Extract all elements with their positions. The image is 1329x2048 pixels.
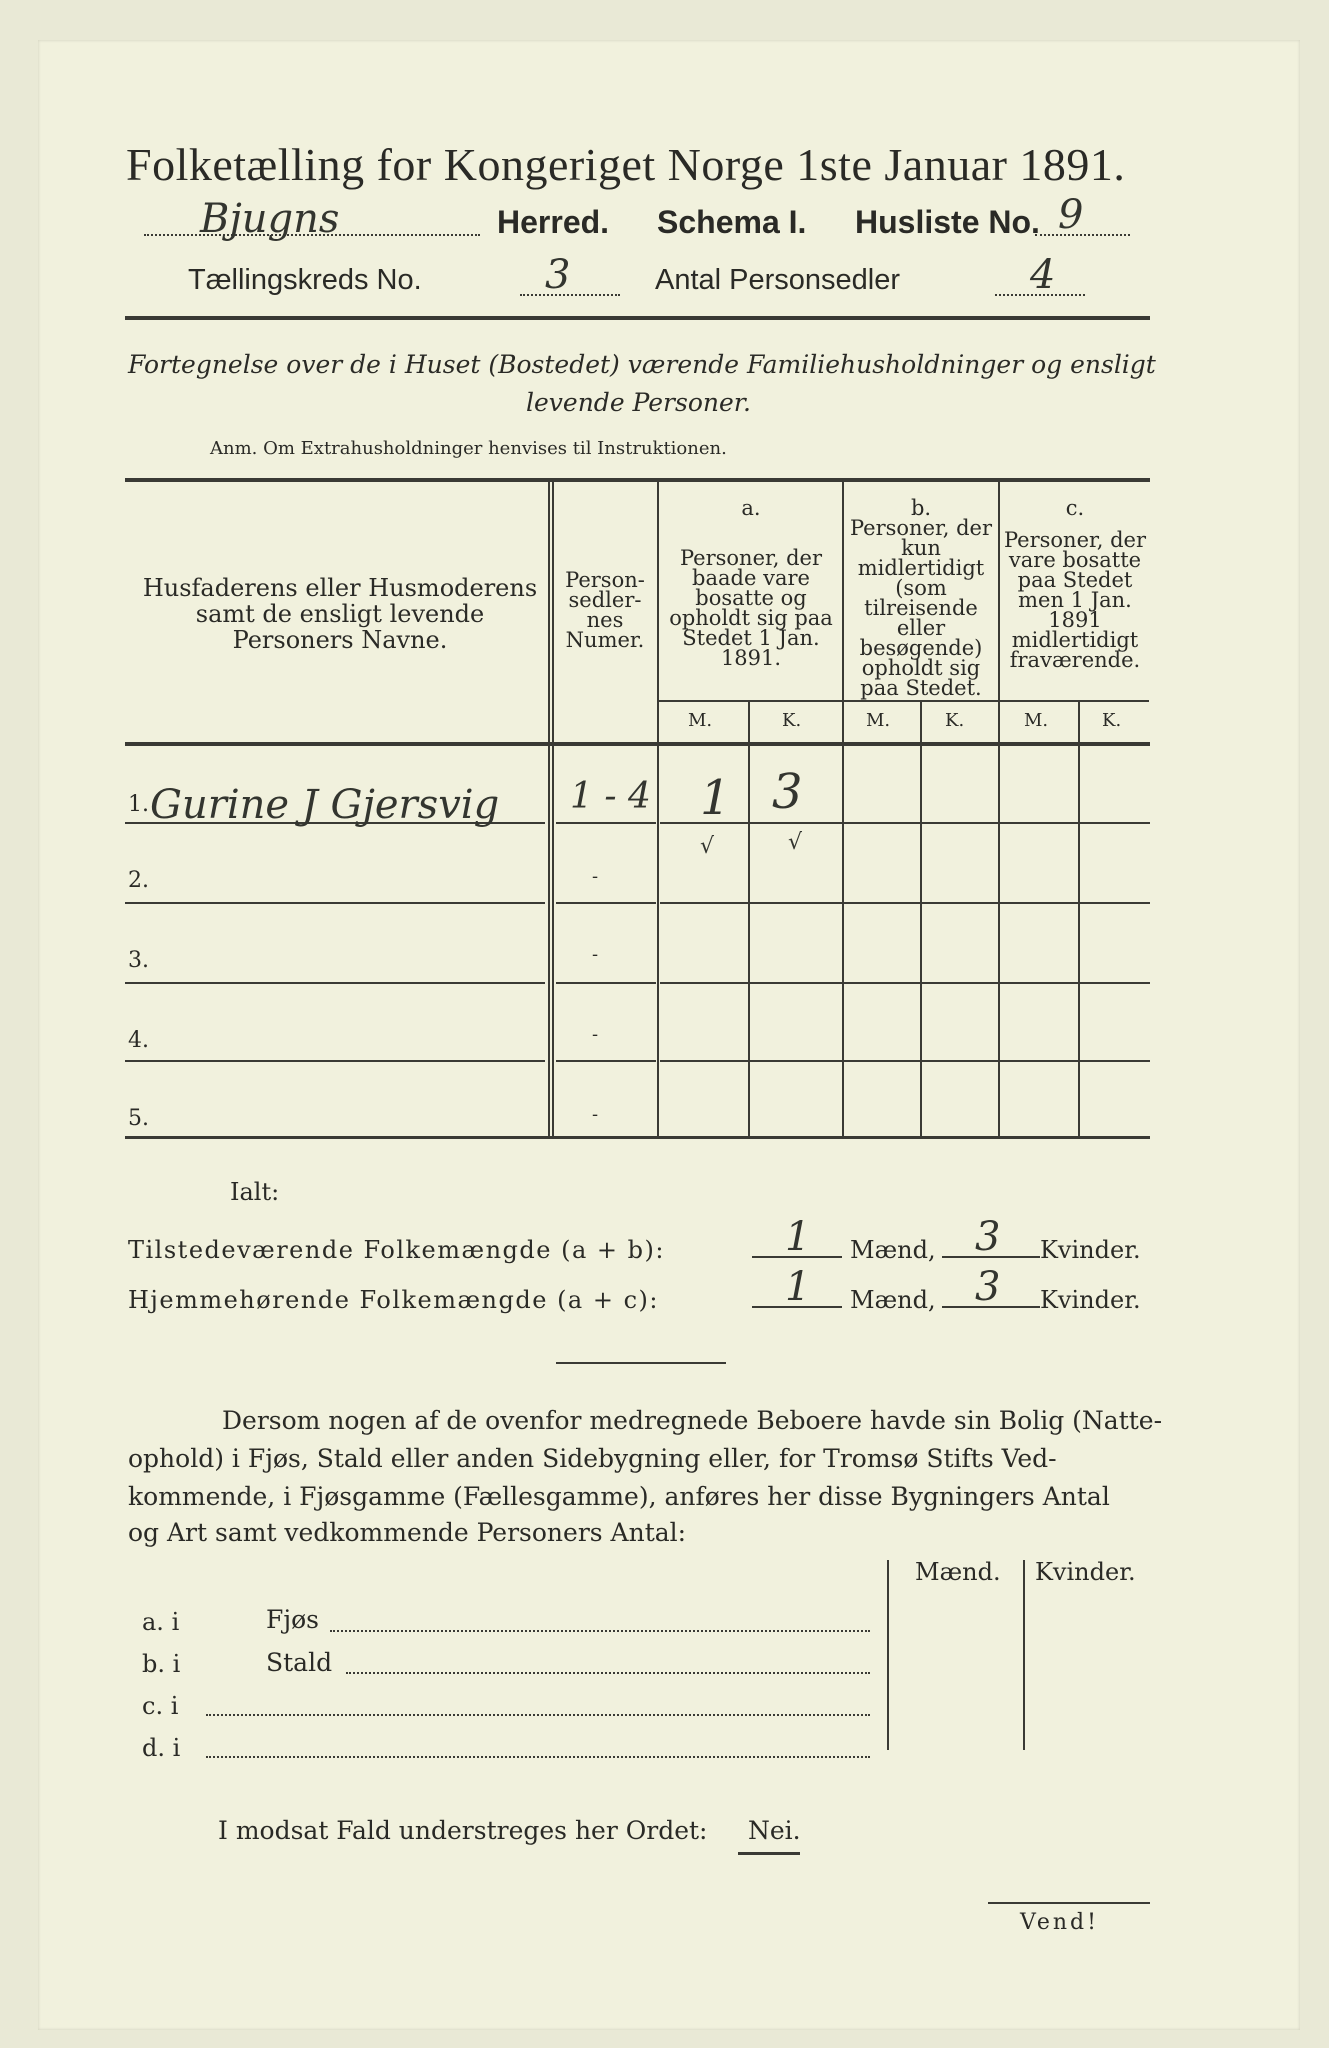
table-header-rule [125,742,1150,746]
building-row-label: Fjøs [266,1605,319,1634]
buildings-col-divider [887,1560,889,1750]
row-number: 4. [128,1028,149,1053]
buildings-para-line2: ophold) i Fjøs, Stald eller anden Sidebygning eller, for Tromsø Stifts Ved- [128,1444,1057,1473]
husliste-value: 9 [1058,192,1084,238]
col-divider [920,700,922,1136]
tilstede-maend-value: 1 [785,1214,811,1260]
tilstede-kvinder-value: 3 [975,1214,1001,1260]
row-name: Gurine J Gjersvig [150,782,500,828]
row-numer: 1 - 4 [570,776,651,817]
row-numer: - [592,944,599,965]
col-c-letter: c. [1065,496,1085,520]
table-top-rule [125,478,1150,482]
row-line [660,822,1150,824]
anm-note: Anm. Om Extrahusholdninger henvises til Instruktionen. [210,438,727,459]
row-number: 5. [128,1106,149,1131]
row-number: 3. [128,948,149,973]
col-a-letter: a. [741,496,761,520]
row-line [556,982,656,984]
buildings-maend-header: Mænd. [915,1558,1001,1586]
col-numer-header: Person-sedler-nes Numer. [565,568,645,652]
building-row-letter: c. i [142,1692,179,1720]
buildings-para-line3: kommende, i Fjøsgamme (Fællesgamme), anføres her disse Bygningers Antal [128,1482,1110,1511]
col-divider [552,482,554,1136]
form-title: Folketælling for Kongeriget Norge 1ste Januar 1891. [126,139,1126,190]
row-numer: - [592,1104,599,1125]
check-mark-m: √ [700,834,715,859]
col-a-k: K. [782,710,802,731]
nei-underline [738,1852,800,1855]
building-dotline [330,1628,870,1632]
intro-line1: Fortegnelse over de i Huset (Bostedet) værende Familiehusholdninger og ensligt [128,350,1156,379]
building-row-letter: d. i [142,1734,181,1762]
vend-rule [988,1902,1150,1904]
col-c-header: Personer, der vare bosatte paa Stedet men 1 Jan. 1891 midlertidigt fraværende. [1003,528,1147,672]
tilstede-label: Tilstedeværende Folkemængde (a + b): [128,1236,665,1264]
kreds-label: Tællingskreds No. [188,264,422,296]
row-line [125,1060,545,1062]
col-names-header: Husfaderens eller Husmoderens samt de ensligt levende Personers Navne. [142,574,538,654]
hjemme-maend-value: 1 [785,1264,811,1310]
row-a-k: 3 [772,764,803,820]
building-dotline [206,1754,870,1758]
building-dotline [346,1670,870,1674]
maend-label: Mænd, [850,1236,936,1264]
kvinder-label: Kvinder. [1040,1236,1141,1264]
col-c-m: M. [1024,710,1049,731]
col-b-header: Personer, der kun midlertidigt (som tilreisende eller besøgende) opholdt sig paa Stedet. [849,516,993,700]
row-line [125,902,545,904]
col-b-m: M. [866,710,891,731]
vend-text: Vend! [1020,1910,1099,1935]
intro-line2: levende Personer. [526,388,751,417]
row-numer: - [592,1024,599,1045]
row-line [556,902,656,904]
maend-label: Mænd, [850,1286,936,1314]
col-divider [657,482,659,1136]
nei-word: Nei. [748,1816,801,1845]
census-form-page [38,40,1300,2030]
row-line [556,1060,656,1062]
buildings-para-line1: Dersom nogen af de ovenfor medregnede Beboere havde sin Bolig (Natte- [222,1406,1163,1435]
check-mark-k: √ [788,830,803,855]
kreds-value: 3 [545,252,571,298]
col-divider [1078,700,1080,1136]
row-line [660,902,1150,904]
building-row-letter: a. i [142,1608,180,1636]
buildings-col-divider [1023,1560,1025,1750]
antal-value: 4 [1030,252,1056,298]
col-b-letter: b. [910,496,932,520]
antal-label: Antal Personsedler [655,264,901,296]
row-a-m: 1 [700,770,731,826]
col-divider [548,482,550,1136]
row-line [660,1060,1150,1062]
row-line [556,822,656,824]
row-line [125,982,545,984]
ialt-label: Ialt: [230,1178,280,1206]
hjemme-kvinder-value: 3 [975,1264,1001,1310]
col-divider [748,700,750,1136]
kvinder-label: Kvinder. [1040,1286,1141,1314]
row-numer: - [592,866,599,887]
col-divider [842,482,844,1136]
building-dotline [206,1712,870,1716]
herred-label: Herred. [497,204,610,240]
header-rule [125,316,1150,320]
hjemme-label: Hjemmehørende Folkemængde (a + c): [128,1286,659,1314]
col-b-k: K. [945,710,965,731]
buildings-kvinder-header: Kvinder. [1035,1558,1136,1586]
col-c-k: K. [1102,710,1122,731]
col-a-m: M. [688,710,713,731]
table-bottom-rule [125,1136,1150,1139]
modsat-text: I modsat Fald understreges her Ordet: [218,1816,708,1845]
herred-value: Bjugns [200,196,340,242]
building-row-letter: b. i [142,1650,181,1678]
col-a-header: Personer, der baade vare bosatte og opholdt sig paa Stedet 1 Jan. 1891. [669,546,833,670]
buildings-para-line4: og Art samt vedkommende Personers Antal: [128,1518,687,1547]
building-row-label: Stald [266,1648,333,1677]
schema-label: Schema I. [657,204,807,240]
row-number: 1. [128,792,149,817]
mk-header-line [659,700,1149,702]
row-line [660,982,1150,984]
husliste-label: Husliste No. [855,204,1040,240]
section-divider [556,1362,726,1364]
row-number: 2. [128,868,149,893]
